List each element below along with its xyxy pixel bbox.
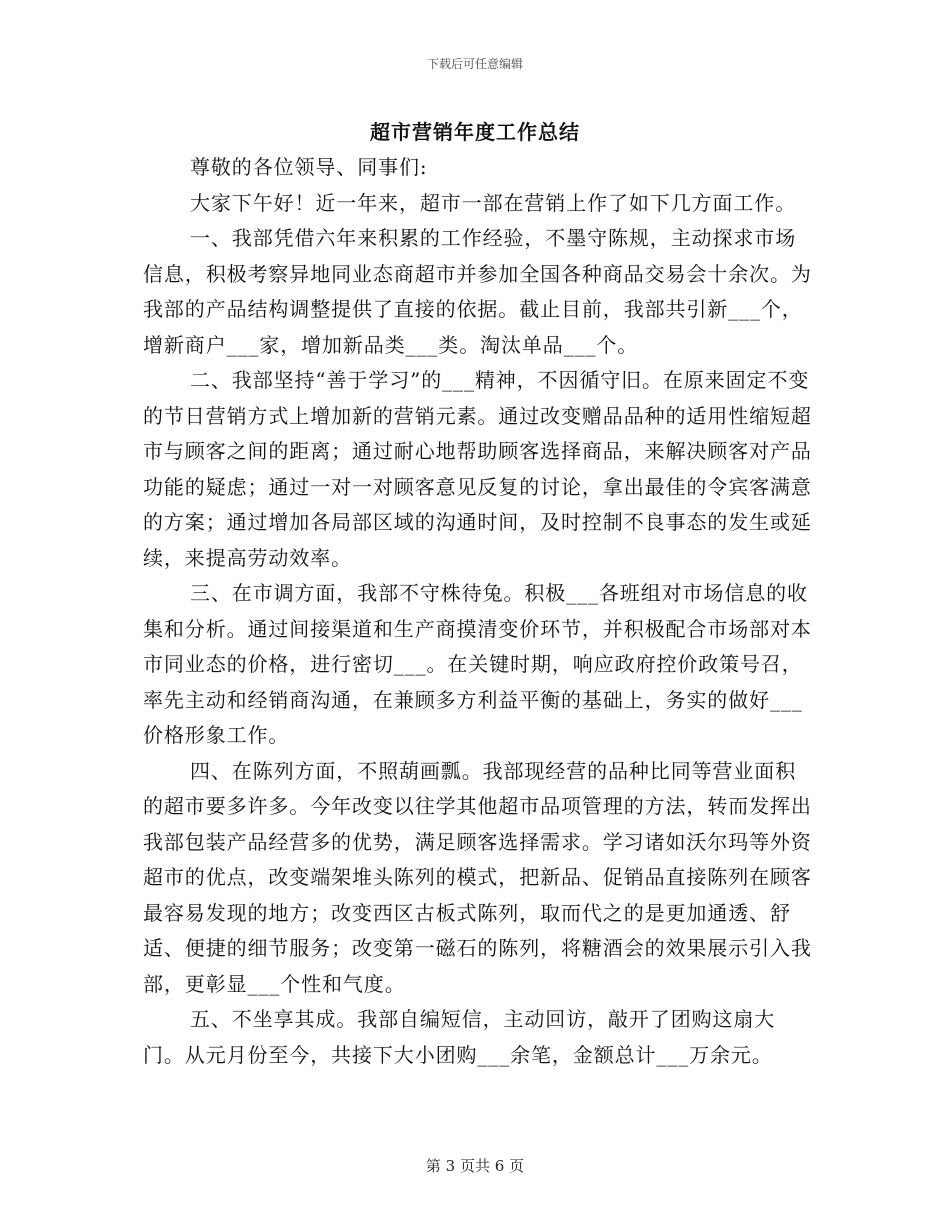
section-4-paragraph: 四、在陈列方面，不照葫画瓢。我部现经营的品种比同等营业面积的超市要多许多。今年改变以往学其他超市品项管理的方法，转而发挥出我部包装产品经营多的优势，满足顾客选择需求。学习诸如沃尔玛等外资超市的优点，改变端架堆头陈列的模式，把新品、促销品直接陈列在顾客最容易发现的地方；改变西区古板式陈列，取而代之的是更加通透、舒适、便捷的细节服务；改变第一磁石的陈列，将糖酒会的效果展示引入我部，更彰显___个性和气度。 [143,758,812,996]
document-body [143,150,813,1073]
document-title: 超市营销年度工作总结 [370,120,580,144]
page-number: 第 3 页共 6 页 [425,1157,525,1175]
section-1-paragraph: 一、我部凭借六年来积累的工作经验，不墨守陈规，主动探求市场信息，积极考察异地同业态商超市并参加全国各种商品交易会十余次。为我部的产品结构调整提供了直接的依据。截止目前，我部共引新___个，增新商户___家，增加新品类___类。淘汰单品___个。 [143,226,812,357]
salutation-paragraph: 尊敬的各位领导、同事们: [190,155,428,179]
greeting-paragraph: 大家下午好！近一年来，超市一部在营销上作了如下几方面工作。 [190,190,797,215]
section-3-paragraph: 三、在市调方面，我部不守株待兔。积极___各班组对市场信息的收集和分析。通过间接渠道和生产商摸清变价环节，并积极配合市场部对本市同业态的价格，进行密切___。在关键时期，响应政府控价政策号召，率先主动和经销商沟通，在兼顾多方利益平衡的基础上，务实的做好___价格形象工作。 [143,581,812,747]
page-header-note: 下载后可任意编辑 [426,57,523,71]
section-2-paragraph: 二、我部坚持“善于学习”的___精神，不因循守旧。在原来固定不变的节日营销方式上增加新的营销元素。通过改变赠品品种的适用性缩短超市与顾客之间的距离；通过耐心地帮助顾客选择商品，来解决顾客对产品功能的疑虑；通过一对一对顾客意见反复的讨论，拿出最佳的令宾客满意的方案；通过增加各局部区域的沟通时间，及时控制不良事态的发生或延续，来提高劳动效率。 [143,368,812,570]
section-5-paragraph: 五、不坐享其成。我部自编短信，主动回访，敲开了团购这扇大门。从元月份至今，共接下大小团购___余笔，金额总计___万余元。 [143,1007,776,1067]
